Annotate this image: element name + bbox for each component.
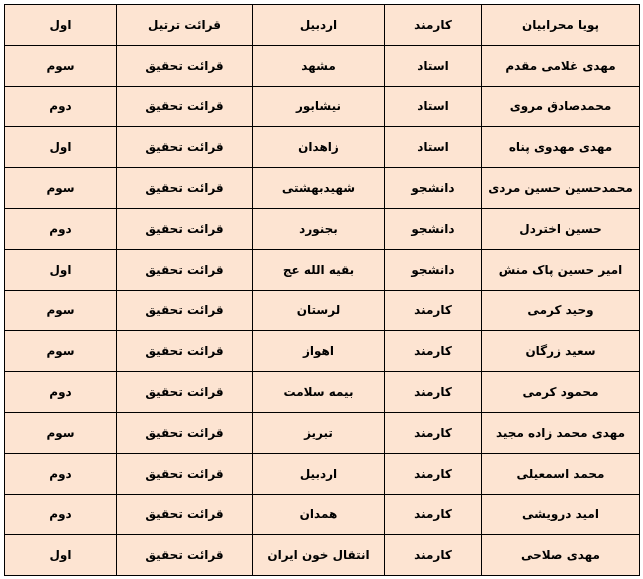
cell-role: استاد xyxy=(385,45,482,86)
cell-rank: سوم xyxy=(5,331,117,372)
cell-field: قرائت تحقیق xyxy=(117,453,253,494)
cell-city: انتقال خون ایران xyxy=(253,535,385,576)
table-row xyxy=(5,249,640,290)
cell-name: پویا محرابیان xyxy=(482,5,640,46)
cell-name: محمد اسمعیلی xyxy=(482,453,640,494)
cell-rank: دوم xyxy=(5,208,117,249)
cell-city: بقیه الله عج xyxy=(253,249,385,290)
cell-city: تبریز xyxy=(253,412,385,453)
results-table xyxy=(4,4,640,576)
cell-field: قرائت تحقیق xyxy=(117,45,253,86)
table-body xyxy=(5,5,640,576)
cell-role: استاد xyxy=(385,86,482,127)
table-row xyxy=(5,372,640,413)
cell-city: اردبیل xyxy=(253,5,385,46)
cell-role: استاد xyxy=(385,127,482,168)
cell-role: کارمند xyxy=(385,372,482,413)
cell-role: کارمند xyxy=(385,331,482,372)
cell-name: مهدی صلاحی xyxy=(482,535,640,576)
cell-name: مهدی محمد زاده مجید xyxy=(482,412,640,453)
cell-field: قرائت ترتیل xyxy=(117,5,253,46)
cell-name: مهدی غلامی مقدم xyxy=(482,45,640,86)
cell-field: قرائت تحقیق xyxy=(117,331,253,372)
table-row xyxy=(5,331,640,372)
cell-city: اردبیل xyxy=(253,453,385,494)
table-row xyxy=(5,453,640,494)
cell-city: نیشابور xyxy=(253,86,385,127)
table-row xyxy=(5,494,640,535)
cell-field: قرائت تحقیق xyxy=(117,494,253,535)
table-row xyxy=(5,208,640,249)
cell-role: کارمند xyxy=(385,535,482,576)
cell-city: زاهدان xyxy=(253,127,385,168)
cell-rank: دوم xyxy=(5,494,117,535)
cell-role: کارمند xyxy=(385,5,482,46)
cell-field: قرائت تحقیق xyxy=(117,208,253,249)
cell-field: قرائت تحقیق xyxy=(117,249,253,290)
cell-role: دانشجو xyxy=(385,208,482,249)
cell-role: کارمند xyxy=(385,290,482,331)
cell-field: قرائت تحقیق xyxy=(117,535,253,576)
cell-city: مشهد xyxy=(253,45,385,86)
table-row xyxy=(5,535,640,576)
cell-name: امید درویشی xyxy=(482,494,640,535)
cell-rank: دوم xyxy=(5,372,117,413)
cell-rank: اول xyxy=(5,127,117,168)
cell-field: قرائت تحقیق xyxy=(117,127,253,168)
cell-city: بجنورد xyxy=(253,208,385,249)
table-row xyxy=(5,412,640,453)
table-row xyxy=(5,45,640,86)
table-row xyxy=(5,168,640,209)
cell-city: لرستان xyxy=(253,290,385,331)
cell-field: قرائت تحقیق xyxy=(117,412,253,453)
cell-name: محمدحسین حسین مردی xyxy=(482,168,640,209)
cell-name: محمود کرمی xyxy=(482,372,640,413)
cell-rank: سوم xyxy=(5,45,117,86)
cell-field: قرائت تحقیق xyxy=(117,168,253,209)
cell-city: اهواز xyxy=(253,331,385,372)
cell-rank: سوم xyxy=(5,290,117,331)
cell-role: دانشجو xyxy=(385,249,482,290)
cell-role: کارمند xyxy=(385,494,482,535)
cell-role: دانشجو xyxy=(385,168,482,209)
cell-rank: اول xyxy=(5,535,117,576)
cell-rank: اول xyxy=(5,5,117,46)
table-row xyxy=(5,5,640,46)
cell-city: بیمه سلامت xyxy=(253,372,385,413)
cell-field: قرائت تحقیق xyxy=(117,86,253,127)
cell-rank: اول xyxy=(5,249,117,290)
cell-rank: سوم xyxy=(5,412,117,453)
cell-name: حسین اختردل xyxy=(482,208,640,249)
cell-field: قرائت تحقیق xyxy=(117,372,253,413)
cell-rank: دوم xyxy=(5,86,117,127)
cell-name: محمدصادق مروی xyxy=(482,86,640,127)
cell-name: مهدی مهدوی پناه xyxy=(482,127,640,168)
table-row xyxy=(5,86,640,127)
table-row xyxy=(5,127,640,168)
cell-rank: سوم xyxy=(5,168,117,209)
table-row xyxy=(5,290,640,331)
cell-name: سعید زرگان xyxy=(482,331,640,372)
cell-name: وحید کرمی xyxy=(482,290,640,331)
cell-rank: دوم xyxy=(5,453,117,494)
cell-role: کارمند xyxy=(385,412,482,453)
cell-city: همدان xyxy=(253,494,385,535)
cell-role: کارمند xyxy=(385,453,482,494)
cell-field: قرائت تحقیق xyxy=(117,290,253,331)
cell-city: شهیدبهشتی xyxy=(253,168,385,209)
cell-name: امیر حسین پاک منش xyxy=(482,249,640,290)
